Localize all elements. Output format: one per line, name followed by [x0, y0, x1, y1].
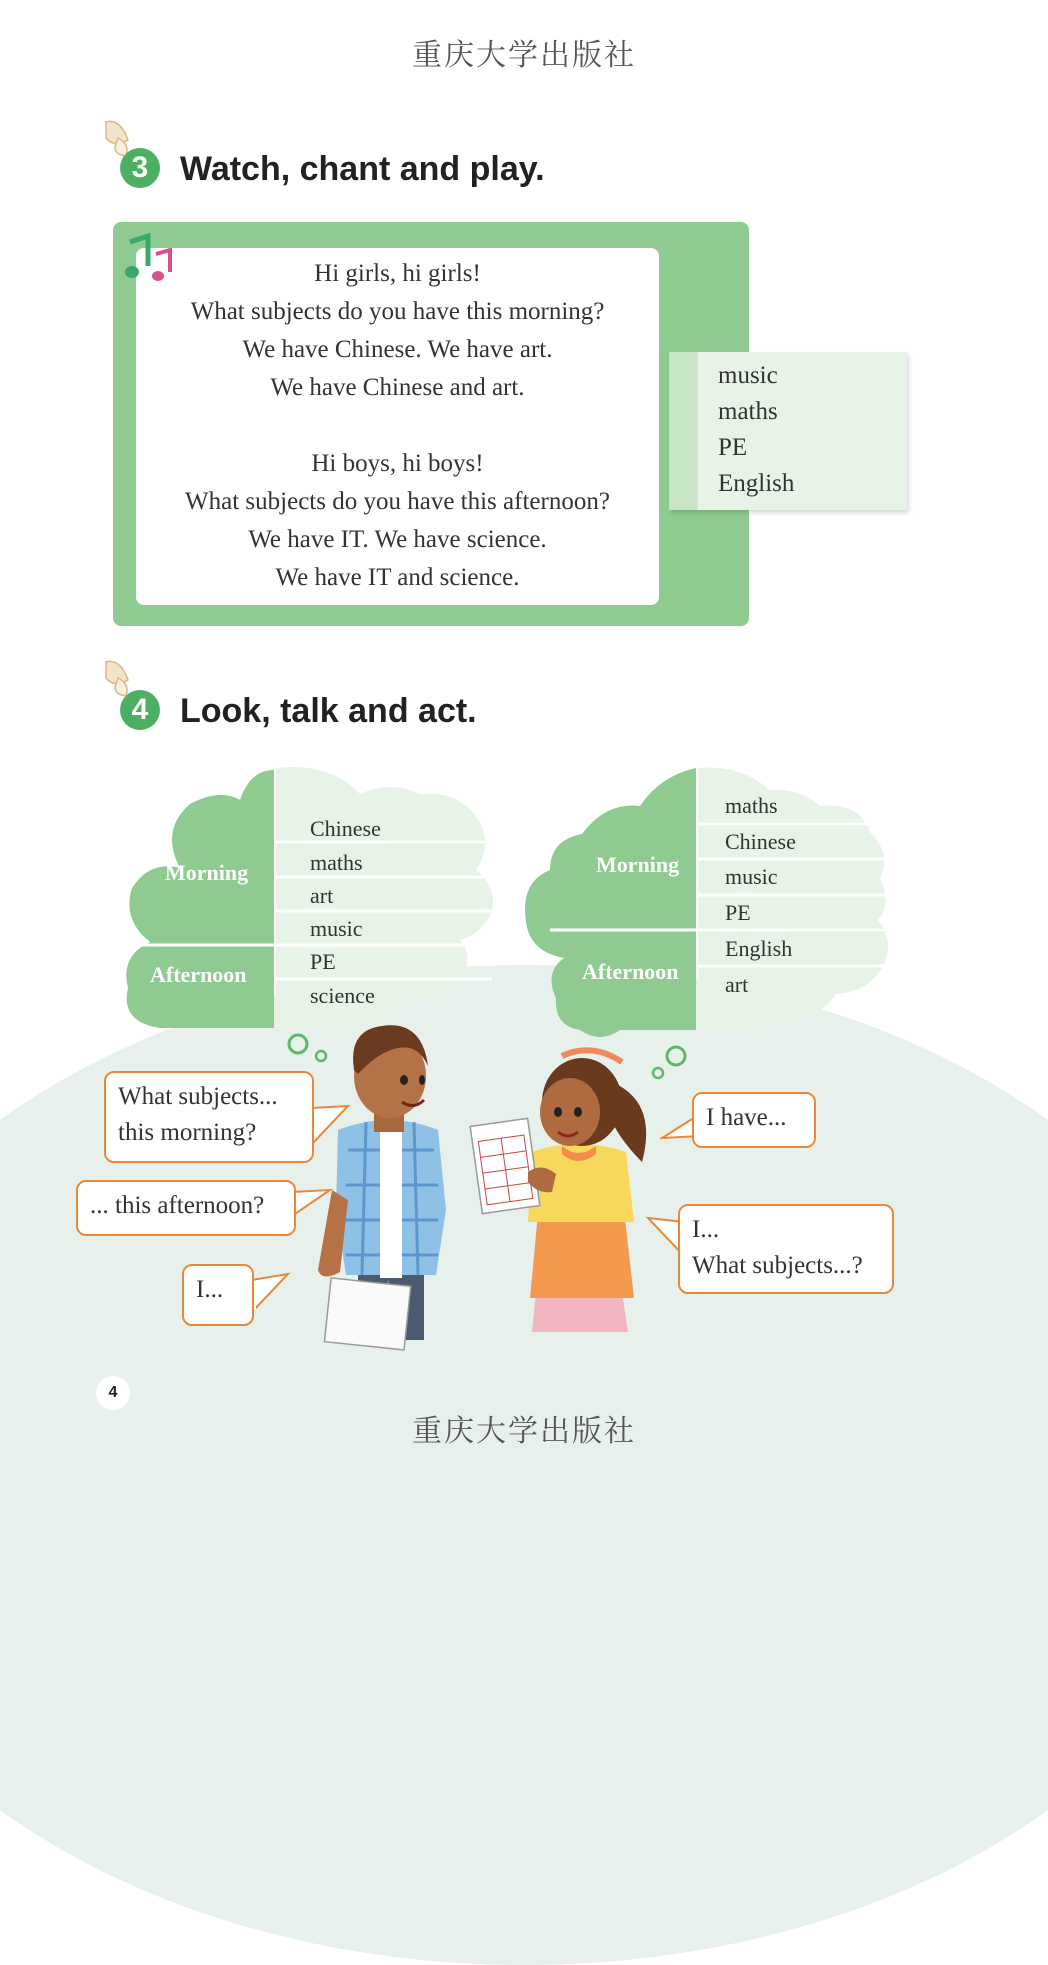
chant-line: What subjects do you have this afternoon?	[185, 488, 610, 515]
word-list-tab	[669, 352, 698, 510]
chant-line: Hi girls, hi girls!	[314, 260, 481, 287]
subject-item: music	[725, 864, 778, 889]
boy-illustration	[318, 1010, 460, 1360]
section-title: Look, talk and act.	[180, 692, 477, 730]
bubble-text: this morning?	[118, 1119, 257, 1146]
section-number-badge: 3	[120, 148, 160, 188]
word-list-item: music	[718, 362, 778, 389]
word-list-item: maths	[718, 398, 778, 425]
chant-line: Hi boys, hi boys!	[311, 450, 484, 477]
subject-item: maths	[725, 793, 778, 818]
bubble-text: What subjects...?	[692, 1252, 863, 1279]
section-number-badge: 4	[120, 690, 160, 730]
word-list-item: PE	[718, 434, 748, 461]
speech-bubble-boy-answer: I...	[182, 1264, 254, 1326]
girl-illustration	[462, 1042, 662, 1338]
speech-bubble-girl-answer: I have...	[692, 1092, 816, 1148]
chant-line: We have Chinese. We have art.	[242, 336, 553, 363]
subject-item: English	[725, 936, 793, 961]
subject-item: PE	[310, 949, 336, 974]
subject-item: Chinese	[310, 816, 381, 841]
page-number: 4	[96, 1376, 130, 1410]
publisher-footer: 重庆大学出版社	[412, 1414, 636, 1449]
subject-item: music	[310, 916, 363, 941]
chant-line: We have IT. We have science.	[248, 526, 547, 553]
boy-schedule-cloud	[120, 760, 500, 1035]
afternoon-label: Afternoon	[150, 962, 247, 987]
afternoon-label: Afternoon	[582, 959, 679, 984]
word-list-item: English	[718, 470, 795, 497]
speech-bubble-afternoon: ... this afternoon?	[76, 1180, 296, 1236]
morning-label: Morning	[165, 860, 249, 885]
bubble-text: What subjects...	[118, 1083, 278, 1110]
subject-item: Chinese	[725, 829, 796, 854]
speech-bubble-morning	[104, 1071, 314, 1163]
subject-item: science	[310, 983, 375, 1008]
chant-line: We have Chinese and art.	[270, 374, 525, 401]
morning-label: Morning	[596, 852, 680, 877]
speech-bubble-girl-question	[678, 1204, 894, 1294]
section-title: Watch, chant and play.	[180, 150, 545, 188]
chant-line: We have IT and science.	[275, 564, 520, 591]
publisher-header: 重庆大学出版社	[412, 38, 636, 73]
subject-item: art	[310, 883, 334, 908]
subject-item: art	[725, 972, 749, 997]
girl-schedule-cloud	[520, 762, 900, 1042]
subject-item: PE	[725, 900, 751, 925]
bubble-text: I...	[692, 1216, 720, 1243]
subject-item: maths	[310, 850, 363, 875]
chant-line: What subjects do you have this morning?	[190, 298, 605, 325]
